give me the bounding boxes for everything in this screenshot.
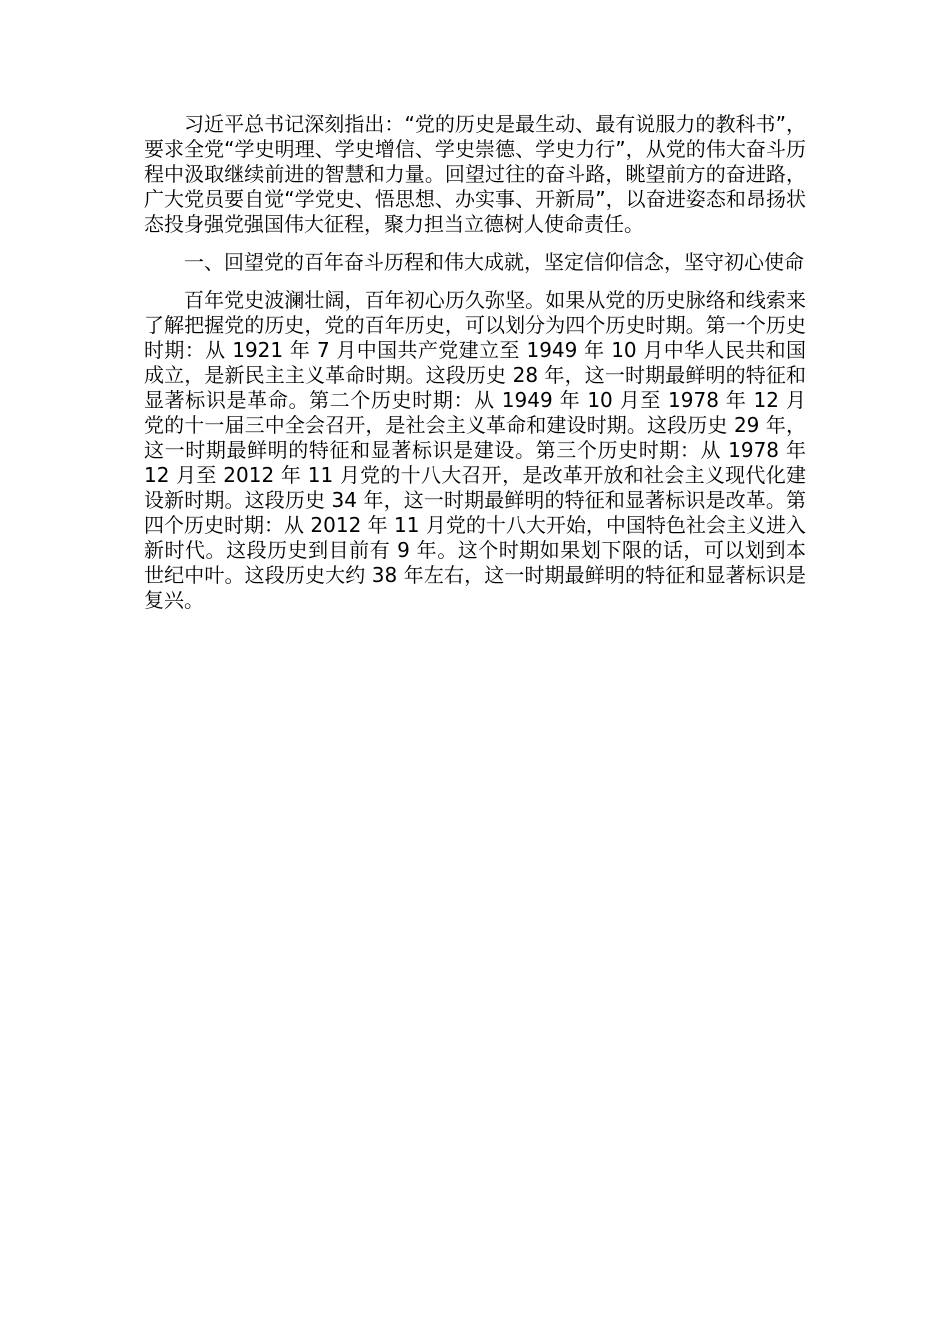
history-periods-paragraph: 百年党史波澜壮阔，百年初心历久弥坚。如果从党的历史脉络和线索来了解把握党的历史，党的百年历史，可以划分为四个历史时期。第一个历史时期：从 1921 年 7 月中国共产党建立至 1949 年 10 月中华人民共和国成立，是新民主主义革命时期。这段历史 28 年，这一时期最鲜明的特征和显著标识是革命。第二个历史时期：从 1949 年 10 月至 1978 年 12 月党的十一届三中全会召开，是社会主义革命和建设时期。这段历史 29 年，这一时期最鲜明的特征和显著标识是建设。第三个历史时期：从 1978 年 12 月至 2012 年 11 月党的十八大召开，是改革开放和社会主义现代化建设新时期。这段历史 34 年，这一时期最鲜明的特征和显著标识是改革。第四个历史时期：从 2012 年 11 月党的十八大开始，中国特色社会主义进入新时代。这段历史到目前有 9 年。这个时期如果划下限的话，可以划到本世纪中叶。这段历史大约 38 年左右，这一时期最鲜明的特征和显著标识是复兴。 (144, 288, 806, 612)
intro-paragraph: 习近平总书记深刻指出：“党的历史是最生动、最有说服力的教科书”，要求全党“学史明理、学史增信、学史崇德、学史力行”，从党的伟大奋斗历程中汲取继续前进的智慧和力量。回望过往的奋斗路，眺望前方的奋进路，广大党员要自觉“学党史、悟思想、办实事、开新局”，以奋进姿态和昂扬状态投身强党强国伟大征程，聚力担当立德树人使命责任。 (144, 112, 806, 236)
document-body (144, 112, 806, 626)
section-heading: 一、回望党的百年奋斗历程和伟大成就，坚定信仰信念，坚守初心使命 (184, 250, 804, 274)
